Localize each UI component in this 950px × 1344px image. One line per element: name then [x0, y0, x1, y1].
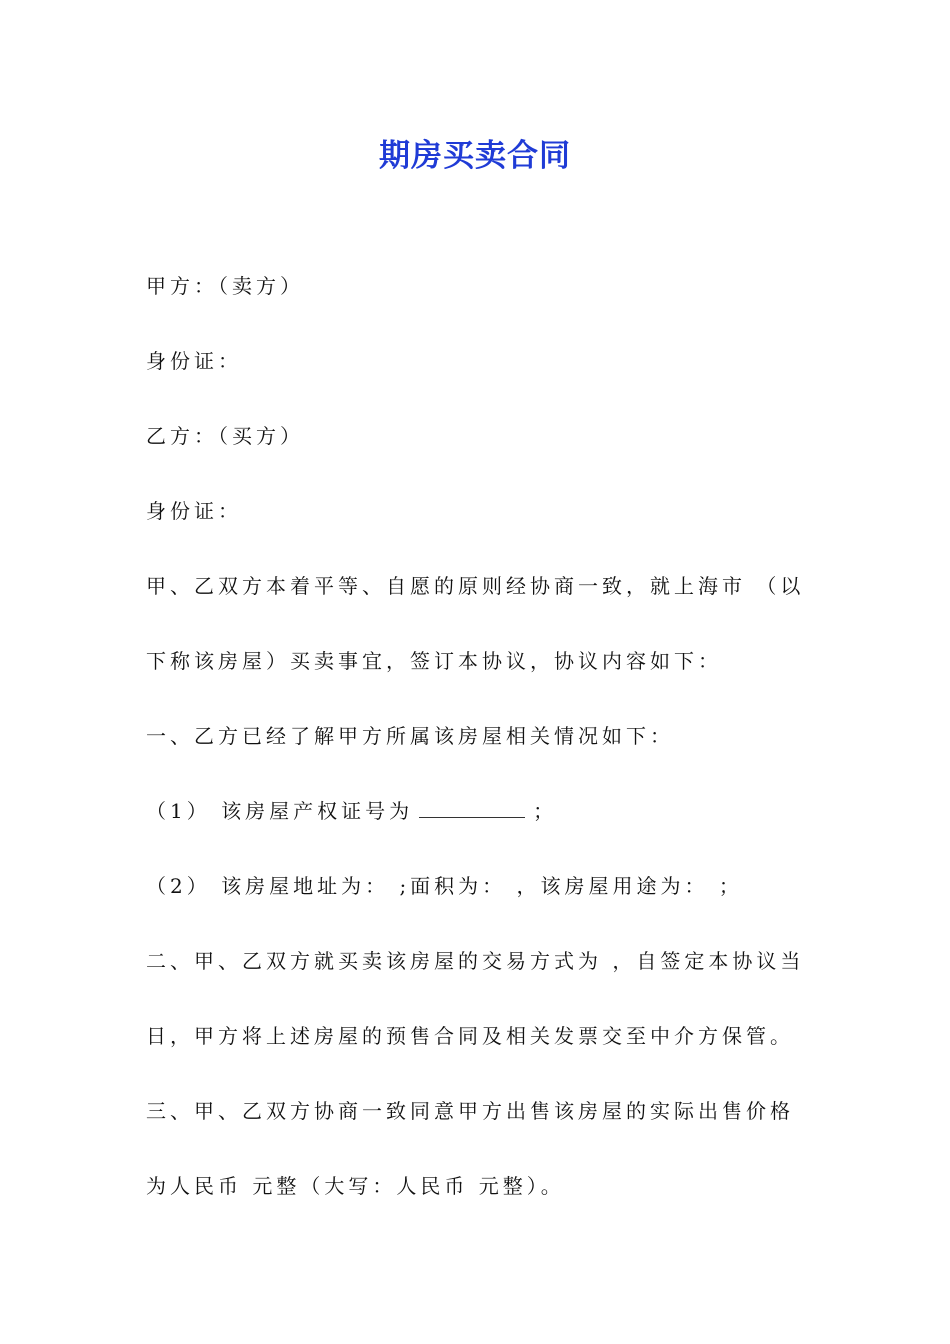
- party-b-id-line: 身份证：: [146, 499, 242, 523]
- party-b-line: 乙方：（买方）: [146, 424, 304, 448]
- clause-1-item-1: [146, 795, 557, 824]
- clause-1-item-1-suffix: ；: [533, 799, 558, 823]
- clause-3-line-2: 为人民币 元整（大写：人民币 元整）。: [146, 1174, 565, 1198]
- intro-paragraph-line-2: 下称该房屋）买卖事宜，签订本协议，协议内容如下：: [146, 649, 722, 673]
- clause-1-item-1-prefix: （1） 该房屋产权证号为: [146, 799, 414, 823]
- party-a-line: 甲方：（卖方）: [146, 274, 304, 298]
- clause-1-item-2: （2） 该房屋地址为： ;面积为： ，该房屋用途为： ；: [146, 874, 743, 898]
- clause-3-line-1: 三、甲、乙双方协商一致同意甲方出售该房屋的实际出售价格: [146, 1099, 794, 1123]
- clause-1-heading: 一、乙方已经了解甲方所属该房屋相关情况如下：: [146, 724, 674, 748]
- certificate-number-blank: [419, 801, 525, 818]
- clause-2-line-1: 二、甲、乙双方就买卖该房屋的交易方式为 ，自签定本协议当: [146, 949, 805, 973]
- intro-paragraph-line-1: 甲、乙双方本着平等、自愿的原则经协商一致，就上海市 （以: [146, 574, 805, 598]
- party-a-id-line: 身份证：: [146, 349, 242, 373]
- clause-2-line-2: 日，甲方将上述房屋的预售合同及相关发票交至中介方保管。: [146, 1024, 794, 1048]
- document-title: 期房买卖合同: [379, 138, 571, 174]
